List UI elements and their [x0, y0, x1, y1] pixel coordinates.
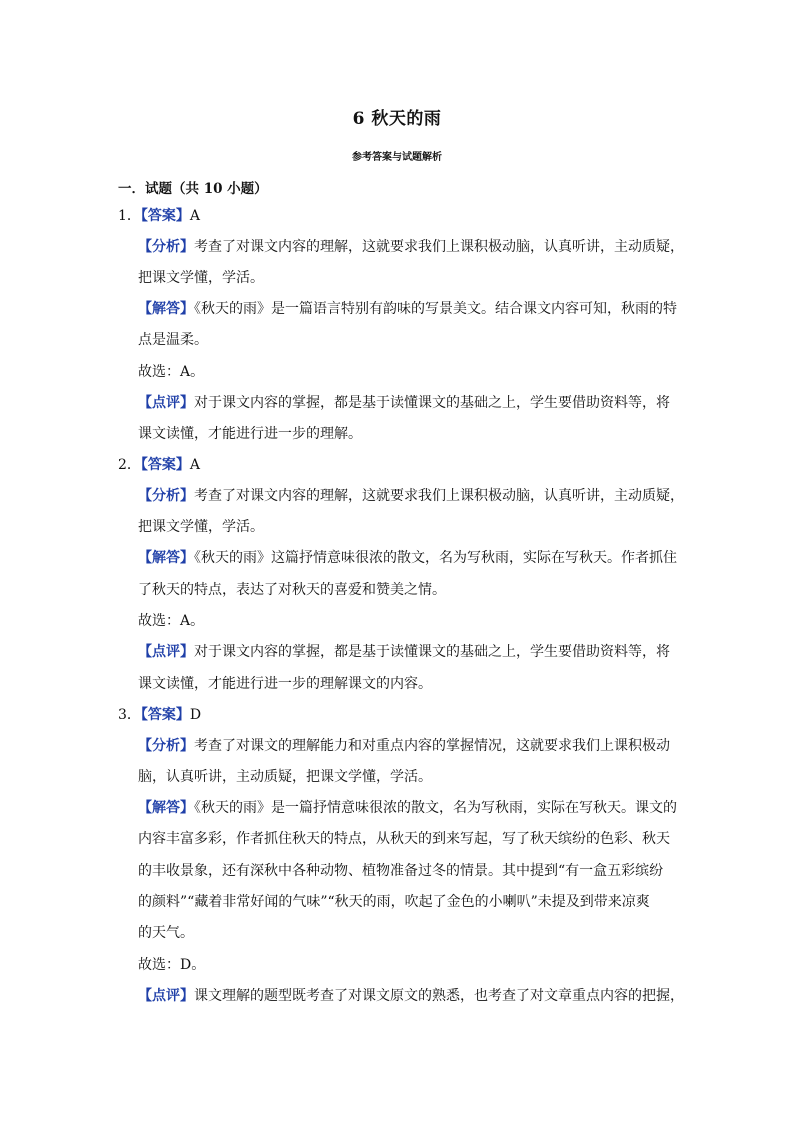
question-3-solution-cont: 的丰收景象，还有深秋中各种动物、植物准备过冬的情景。其中提到“有一盒五彩缤纷	[138, 863, 664, 879]
answer-value: D	[189, 707, 202, 723]
analysis-text: 考查了对课文内容的理解，这就要求我们上课积极动脑，认真听讲，主动质疑，	[194, 488, 684, 504]
question-number: 3．	[118, 707, 141, 723]
question-3-solution	[138, 798, 677, 818]
answer-tag: 【答案】	[140, 208, 190, 224]
comment-text: 课文理解的题型既考查了对课文原文的熟悉，也考查了对文章重点内容的把握，	[194, 988, 684, 1004]
page-subtitle: 参考答案与试题解析	[352, 152, 442, 163]
analysis-text: 考查了对课文的理解能力和对重点内容的掌握情况，这就要求我们上课积极动	[194, 738, 670, 754]
question-3-choice: 故选：D。	[138, 957, 206, 973]
question-2-comment	[138, 642, 670, 662]
solution-tag: 【解答】	[138, 301, 194, 317]
question-3-analysis	[138, 736, 670, 756]
analysis-tag: 【分析】	[138, 239, 194, 255]
question-1-comment-cont: 课文读懂，才能进行进一步的理解。	[138, 426, 362, 442]
question-2-solution	[138, 548, 677, 568]
section-heading: 一．试题（共 10 小题）	[118, 181, 268, 197]
answer-tag: 【答案】	[140, 707, 190, 723]
solution-text: 《秋天的雨》是一篇抒情意味很浓的散文，名为写秋雨，实际在写秋天。课文的	[194, 800, 677, 816]
question-2-analysis	[138, 486, 684, 506]
question-1-solution-cont: 点是温柔。	[138, 332, 208, 348]
question-2-choice: 故选：A。	[138, 613, 205, 629]
question-3-solution-cont: 的颜料”“藏着非常好闻的气味”“秋天的雨，吹起了金色的小喇叭”未提及到带来凉爽	[138, 894, 650, 910]
solution-text: 《秋天的雨》是一篇语言特别有韵味的写景美文。结合课文内容可知，秋雨的特	[194, 301, 677, 317]
question-1-answer-line	[118, 206, 200, 226]
question-2-answer-line	[118, 455, 200, 475]
solution-tag: 【解答】	[138, 800, 194, 816]
analysis-text: 考查了对课文内容的理解，这就要求我们上课积极动脑，认真听讲，主动质疑，	[194, 239, 684, 255]
answer-value: A	[189, 208, 201, 224]
comment-tag: 【点评】	[138, 644, 194, 660]
solution-text: 《秋天的雨》这篇抒情意味很浓的散文，名为写秋雨，实际在写秋天。作者抓住	[194, 550, 677, 566]
page-title: 6 秋天的雨	[352, 109, 442, 129]
question-3-solution-cont: 内容丰富多彩，作者抓住秋天的特点，从秋天的到来写起，写了秋天缤纷的色彩、秋天	[138, 831, 670, 847]
comment-text: 对于课文内容的掌握，都是基于读懂课文的基础之上，学生要借助资料等，将	[194, 395, 670, 411]
question-1-analysis-cont: 把课文学懂，学活。	[138, 270, 264, 286]
question-2-solution-cont: 了秋天的特点，表达了对秋天的喜爱和赞美之情。	[138, 582, 446, 598]
question-2-analysis-cont: 把课文学懂，学活。	[138, 519, 264, 535]
comment-tag: 【点评】	[138, 395, 194, 411]
question-1-solution	[138, 299, 677, 319]
solution-tag: 【解答】	[138, 550, 194, 566]
analysis-tag: 【分析】	[138, 738, 194, 754]
question-number: 1．	[118, 208, 141, 224]
question-1-choice: 故选：A。	[138, 364, 205, 380]
answer-value: A	[189, 457, 201, 473]
question-3-answer-line	[118, 705, 201, 725]
question-number: 2．	[118, 457, 141, 473]
comment-text: 对于课文内容的掌握，都是基于读懂课文的基础之上，学生要借助资料等，将	[194, 644, 670, 660]
question-3-solution-cont: 的天气。	[138, 925, 194, 941]
question-1-comment	[138, 393, 670, 413]
question-2-comment-cont: 课文读懂，才能进行进一步的理解课文的内容。	[138, 676, 432, 692]
analysis-tag: 【分析】	[138, 488, 194, 504]
comment-tag: 【点评】	[138, 988, 194, 1004]
question-3-comment	[138, 986, 684, 1006]
answer-tag: 【答案】	[140, 457, 190, 473]
question-3-analysis-cont: 脑，认真听讲，主动质疑，把课文学懂，学活。	[138, 769, 432, 785]
question-1-analysis	[138, 237, 684, 257]
